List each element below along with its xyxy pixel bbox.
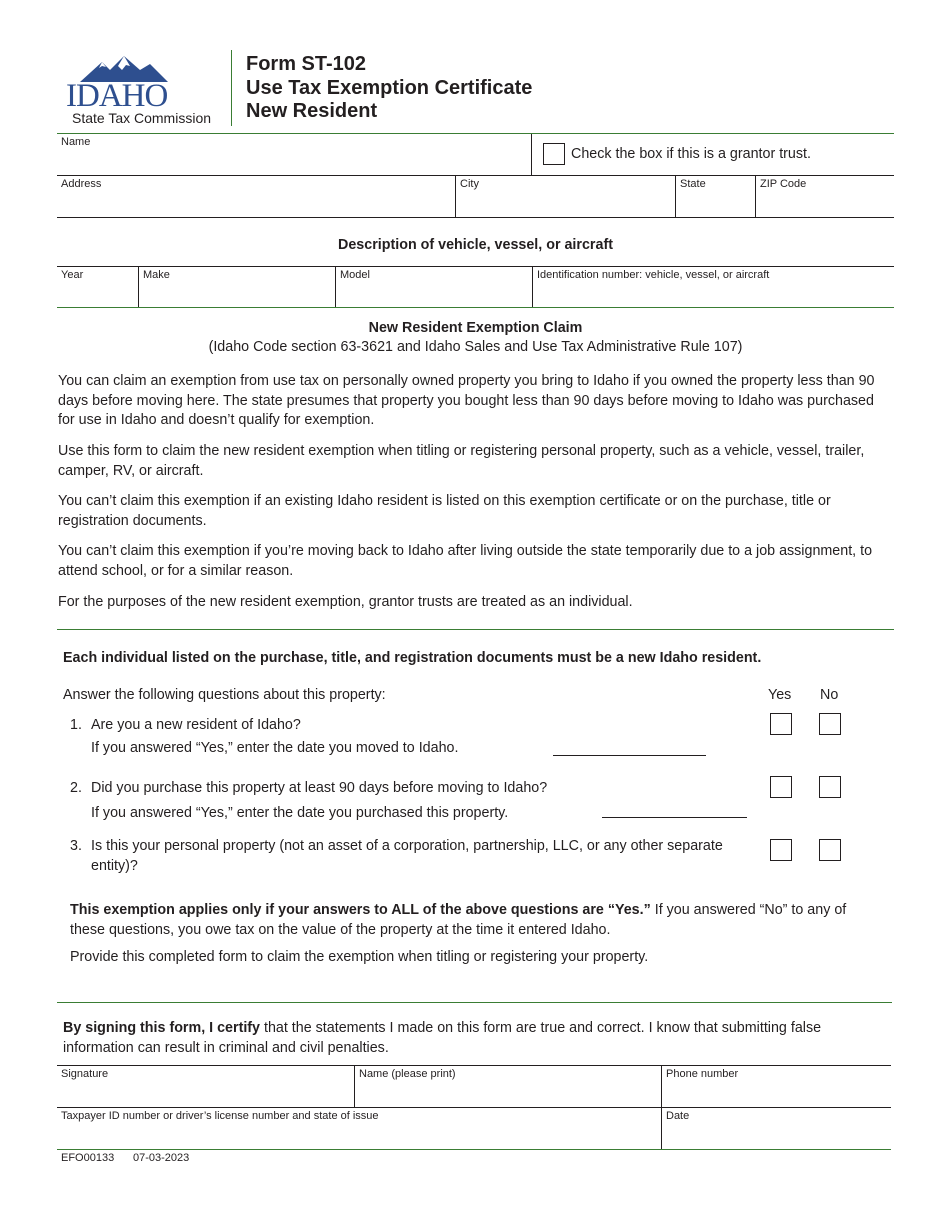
city-field[interactable]	[456, 176, 674, 217]
claim-subheading: (Idaho Code section 63-3621 and Idaho Sales and Use Tax Administrative Rule 107)	[208, 339, 743, 355]
form-subtitle: New Resident	[246, 100, 378, 122]
questions-bottom-rule	[57, 1002, 892, 1003]
id-number-field[interactable]	[533, 267, 894, 307]
print-name-field[interactable]	[355, 1066, 660, 1107]
claim-paragraph: You can’t claim this exemption if an existing Idaho resident is listed on this exemption certificate or on the purchase, title or registration documents.	[58, 493, 831, 529]
q1-no-checkbox[interactable]	[819, 713, 841, 735]
name-label: Name	[61, 136, 91, 148]
grantor-trust-label: Check the box if this is a grantor trust.	[571, 146, 811, 162]
name-field[interactable]	[57, 134, 531, 175]
header-divider	[231, 50, 232, 126]
move-date-field[interactable]	[553, 755, 706, 756]
row2-rule	[57, 217, 894, 218]
taxpayer-id-label: Taxpayer ID number or driver’s license number and state of issue	[61, 1110, 379, 1122]
applies-text	[70, 901, 885, 940]
id-number-label: Identification number: vehicle, vessel, or aircraft	[537, 269, 770, 281]
purchase-date-field[interactable]	[602, 817, 747, 818]
q1-yes-checkbox[interactable]	[770, 713, 792, 735]
vehicle-bottom-rule	[57, 307, 894, 308]
claim-paragraph: You can claim an exemption from use tax on personally owned property you bring to Idaho if you owned the property less than 90 days before moving here. The state presumes that property you bought less than 90 days before moving to Idaho was purchased for use in Idaho and doesn’t qualify for exemption.	[58, 373, 875, 428]
no-column-label: No	[820, 687, 839, 703]
certify-rest: that the statements I made on this form are true and correct. I know that submitting false information can result in criminal and civil penalties.	[63, 1020, 822, 1056]
q2-yes-checkbox[interactable]	[770, 776, 792, 798]
phone-field[interactable]	[662, 1066, 891, 1107]
form-number: Form ST-102	[246, 53, 367, 75]
grantor-trust-checkbox[interactable]	[543, 143, 565, 165]
question-number: 2.	[70, 780, 82, 796]
form-title: Use Tax Exemption Certificate	[246, 77, 533, 99]
year-field[interactable]	[57, 267, 137, 307]
question-subtext: If you answered “Yes,” enter the date you moved to Idaho.	[91, 740, 459, 756]
q3-no-checkbox[interactable]	[819, 839, 841, 861]
vehicle-heading: Description of vehicle, vessel, or aircraft	[338, 237, 613, 253]
date-field[interactable]	[662, 1108, 891, 1149]
form-date: 07-03-2023	[133, 1152, 190, 1164]
model-field[interactable]	[336, 267, 531, 307]
claim-paragraph: Use this form to claim the new resident exemption when titling or registering personal property, such as a vehicle, vessel, trailer, camper, RV, or aircraft.	[58, 443, 865, 479]
question-number: 1.	[70, 717, 82, 733]
idaho-logo	[62, 56, 222, 128]
name-divider	[531, 134, 532, 176]
applies-bold: This exemption applies only if your answers to ALL of the above questions are “Yes.”	[70, 902, 651, 918]
claim-bottom-rule	[57, 629, 894, 630]
signature-label: Signature	[61, 1068, 109, 1080]
city-label: City	[460, 178, 479, 190]
claim-paragraph: For the purposes of the new resident exemption, grantor trusts are treated as an individual.	[58, 594, 633, 610]
questions-intro: Answer the following questions about this property:	[63, 687, 386, 703]
year-label: Year	[61, 269, 84, 281]
requirement-text: Each individual listed on the purchase, title, and registration documents must be a new Idaho resident.	[63, 650, 762, 666]
state-label: State	[680, 178, 706, 190]
state-field[interactable]	[676, 176, 754, 217]
question-number: 3.	[70, 838, 82, 854]
claim-heading: New Resident Exemption Claim	[368, 320, 583, 336]
zip-field[interactable]	[756, 176, 894, 217]
question-subtext: If you answered “Yes,” enter the date you purchased this property.	[91, 805, 509, 821]
zip-label: ZIP Code	[760, 178, 807, 190]
taxpayer-id-field[interactable]	[57, 1108, 660, 1149]
form-code: EFO00133	[61, 1152, 115, 1164]
model-label: Model	[340, 269, 370, 281]
address-label: Address	[61, 178, 102, 190]
logo-word: IDAHO	[66, 78, 168, 114]
make-field[interactable]	[139, 267, 334, 307]
yes-column-label: Yes	[768, 687, 792, 703]
signature-bottom-rule	[57, 1149, 891, 1150]
date-label: Date	[666, 1110, 690, 1122]
certify-bold: By signing this form, I certify	[63, 1020, 261, 1036]
phone-label: Phone number	[666, 1068, 739, 1080]
applies-rest: If you answered “No” to any of these questions, you owe tax on the value of the property at the time it entered Idaho.	[70, 902, 847, 938]
signature-field[interactable]	[57, 1066, 353, 1107]
address-field[interactable]	[57, 176, 455, 217]
question-text: Is this your personal property (not an asset of a corporation, partnership, LLC, or any other separate entity)?	[91, 838, 723, 874]
make-label: Make	[143, 269, 170, 281]
agency-name: State Tax Commission	[72, 110, 212, 126]
provide-text: Provide this completed form to claim the exemption when titling or registering your property.	[70, 949, 649, 965]
q3-yes-checkbox[interactable]	[770, 839, 792, 861]
print-name-label: Name (please print)	[359, 1068, 456, 1080]
q2-no-checkbox[interactable]	[819, 776, 841, 798]
question-text: Did you purchase this property at least 90 days before moving to Idaho?	[91, 780, 548, 796]
certify-text	[63, 1019, 885, 1058]
claim-paragraph: You can’t claim this exemption if you’re moving back to Idaho after living outside the state temporarily due to a job assignment, to attend school, or for a similar reason.	[58, 543, 873, 579]
question-text: Are you a new resident of Idaho?	[91, 717, 301, 733]
